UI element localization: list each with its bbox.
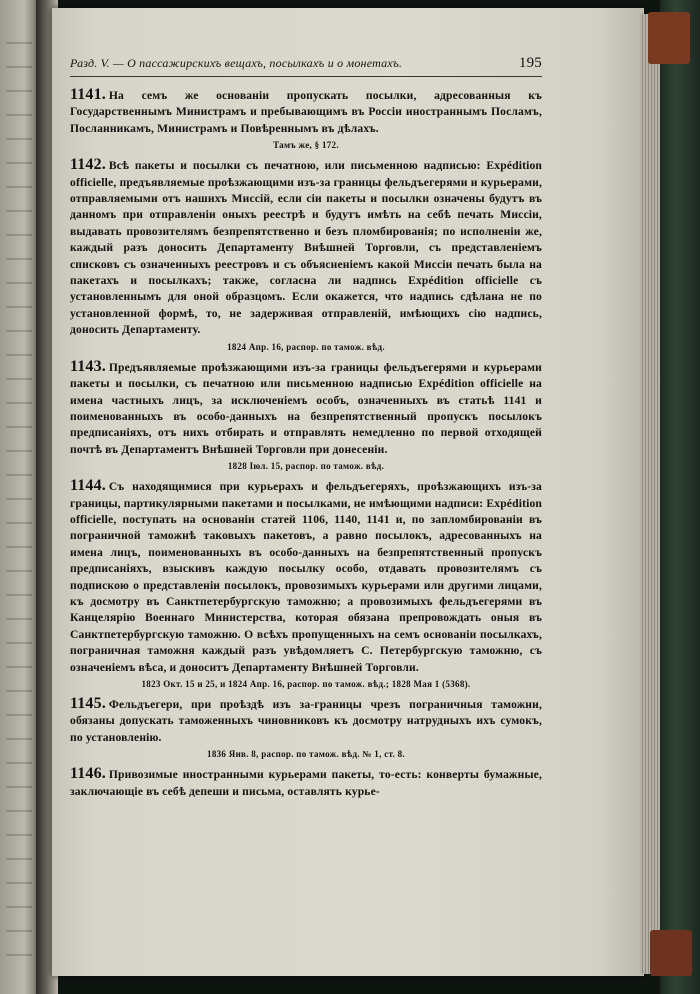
article-source: Тамъ же, § 172. [273, 140, 339, 151]
article-source: 1823 Окт. 15 и 25, и 1824 Апр. 16, распор. по тамож. вѣд.; 1828 Мая 1 (5368). [141, 679, 471, 689]
cover-corner-bottom [650, 930, 692, 976]
article-body [70, 766, 542, 800]
article-text: Съ находящимися при курьерахъ и фельдъегеряхъ, проѣзжающихъ изъ-за границы, партикулярными пакетами и посылками, не имѣющими надписи: Expédition officielle, поступать на основаніи статей 1106, 1140, 1141 и, по запломбированіи въ пограничной таможнѣ таковыхъ пакетовъ, а равно посылокъ, адресованныхъ на имена лицъ, поименованныхъ въ особо-данныхъ на безпрепятственный пропускъ предписаніяхъ, взыскивъ каждую посылку особо, отдавать провозителямъ съ подпискою о представленіи посылокъ, провозимыхъ курьерами или другими лицами, къ досмотру въ Санктпетербургскую таможню; а провозимыхъ фельдъегерями въ Канцелярію Военнаго Министерства, которая обязана препровождать оныя въ Санктпетербургскую таможню. О всѣхъ пропущенныхъ на семъ основаніи посылкахъ, пограничная таможня каждый разъ увѣдомляетъ С. Петербургскую таможню, съ означеніемъ вѣса, и доноситъ Департаменту Внѣшней Торговли. [70, 480, 542, 674]
article-source: 1828 Іюл. 15, распор. по тамож. вѣд. [227, 461, 385, 472]
book-left-page-edge [0, 0, 40, 994]
article-number: 1141. [70, 86, 106, 103]
cover-corner-top [648, 12, 690, 64]
page-stack-edge [640, 14, 662, 974]
article-text: Привозимые иностранными курьерами пакеты, то-есть: конверты бумажные, заключающіе въ себѣ депеши и письма, оставлять курье- [70, 768, 542, 798]
article-text: Предъявляемые проѣзжающими изъ-за границы фельдъегерями и курьерами пакеты и посылки, съ печатною или письменною надписью Expédition officielle на имена частныхъ лицъ, за исключеніемъ особъ, означенныхъ въ статьѣ 1141 и поименованныхъ въ особо-данныхъ на безпрепятственный пропускъ посылокъ предписаніяхъ, отъ нихъ отбирать и отправлять немедленно по первой отходящей почтѣ въ Департаментъ Внѣшней Торговли при донесеніи. [70, 360, 542, 456]
left-page-text-shadow [6, 20, 32, 970]
article-1144 [70, 478, 542, 690]
page-number: 195 [518, 55, 542, 71]
article-1145 [70, 696, 542, 760]
article-body [70, 157, 542, 338]
running-title: Разд. V. — О пассажирскихъ вещахъ, посылкахъ и о монетахъ. [70, 56, 403, 70]
article-1141 [70, 87, 542, 151]
article-1143 [70, 359, 542, 472]
article-body [70, 87, 542, 137]
article-number: 1145. [70, 695, 106, 712]
article-text: На семъ же основаніи пропускать посылки, адресованныя къ Государственнымъ Министрамъ и пребывающимъ въ Россіи иностраннымъ Посламъ, Посланникамъ, Министрамъ и Повѣреннымъ въ дѣлахъ. [70, 89, 542, 135]
article-text: Всѣ пакеты и посылки съ печатною, или письменною надписью: Expédition officielle, предъявляемые проѣзжающими изъ-за границы фельдъегерями и курьерами, отправляемыми отъ нашихъ Миссій, если сіи пакеты и посылки означены будутъ въ данномъ при отправленіи оныхъ реестрѣ и будутъ имѣть на себѣ печать Миссіи, выдавать провозителямъ безпрепятственно и безъ пломбированія; по исполненіи же, каждый разъ доносить Департаменту Внѣшней Торговли, съ представленіемъ списковъ съ означенныхъ реестровъ и съ объясненіемъ какой Миссіи печать была на пакетахъ и посылкахъ; также, согласна ли надпись Expédition officielle съ установленнымъ для оной образцомъ. Если окажется, что надпись сдѣлана не по установленной формѣ, то, не задерживая отправленій, имѣющихъ сію надпись, доносить Департаменту. [70, 159, 542, 337]
article-body [70, 696, 542, 746]
running-header [70, 55, 542, 77]
book-cover [660, 0, 700, 994]
page-text [70, 55, 542, 806]
article-number: 1143. [70, 357, 106, 375]
article-1146 [70, 766, 542, 800]
article-number: 1142. [70, 156, 106, 174]
article-text: Фельдъегери, при проѣздѣ изъ за-границы чрезъ пограничныя таможни, обязаны допускать таможенныхъ чиновниковъ къ досмотру натрудныхъ ихъ сумокъ, по установленію. [70, 698, 542, 744]
article-source: 1836 Янв. 8, распор. по тамож. вѣд. № 1, ст. 8. [207, 749, 405, 760]
article-number: 1146. [70, 765, 106, 783]
article-source: 1824 Апр. 16, распор. по тамож. вѣд. [227, 341, 385, 352]
article-body [70, 478, 542, 676]
article-1142 [70, 157, 542, 352]
article-number: 1144. [70, 477, 106, 495]
article-body [70, 359, 542, 458]
